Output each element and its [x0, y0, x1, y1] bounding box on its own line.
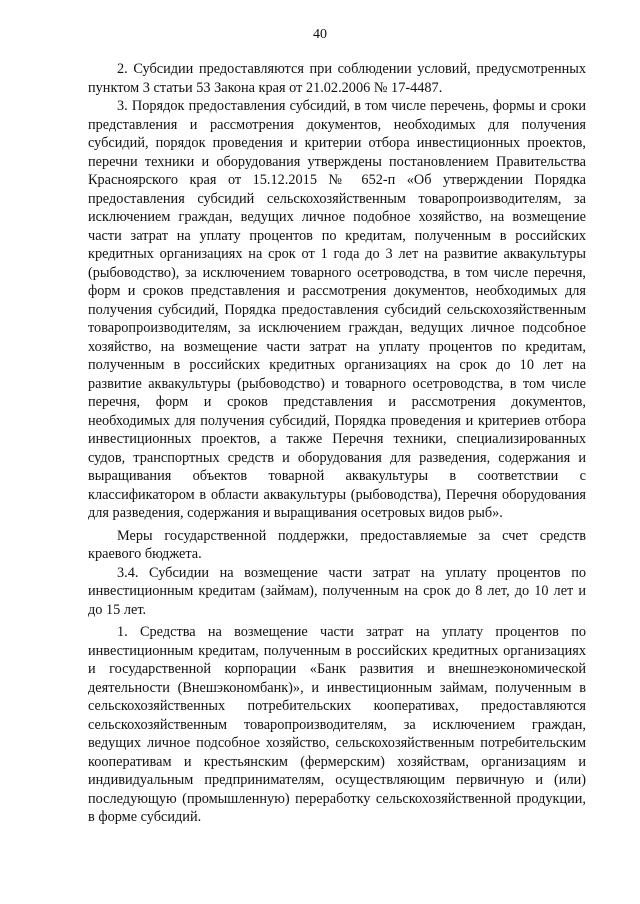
paragraph-state-support-measures: Меры государственной поддержки, предоставляемые за счет средств краевого бюджета.: [88, 527, 586, 562]
paragraph-3-4: 3.4. Субсидии на возмещение части затрат на уплату процентов по инвестиционным кредитам (займам), полученным на срок до 8 лет, до 10 лет и до 15 лет.: [88, 564, 586, 618]
paragraph-1: 1. Средства на возмещение части затрат на уплату процентов по инвестиционным кредитам, полученным в российских кредитных организациях и государственной корпорации «Банк развития и внешнеэкономической деятельности (Внешэкономбанк)», и инвестиционным займам, полученным в сельскохозяйственных потребительских кооперативах, предоставляются сельскохозяйственным товаропроизводителям, за исключением граждан, ведущих личное подсобное хозяйство, сельскохозяйственным потребительским кооперативам и крестьянским (фермерским) хозяйствам, организациям и индивидуальным предпринимателям, осуществляющим первичную и (или) последующую (промышленную) переработку сельскохозяйственной продукции, в форме субсидий.: [88, 624, 586, 825]
paragraph-3: 3. Порядок предоставления субсидий, в том числе перечень, формы и сроки представления и рассмотрения документов, необходимых для получения субсидий, порядок проведения и критерии отбора инвестиционных проектов, перечни техники и оборудования утверждены постановлением Правительства Красноярского края от 15.12.2015 № 652-п «Об утверждении Порядка предоставления субсидий сельскохозяйственным товаропроизводителям, за исключением граждан, ведущих личное подобное хозяйство, на возмещение части затрат на уплату процентов по кредитам, полученным в российских кредитных организациях на срок от 1 года до 3 лет на развитие аквакультуры (рыбоводство), за исключением товарного осетроводства, в том числе перечня, форм и сроков представления и рассмотрения документов, необходимых для получения субсидий, Порядка предоставления субсидий сельскохозяйственным товаропроизводителям, за исключением граждан, ведущих личное подсобное хозяйство, на возмещение части затрат на уплату процентов по кредитам, полученным в российских кредитных организациях на срок до 10 лет на развитие аквакультуры (рыбоводство) и товарного осетроводства, в том числе перечня, форм и сроков представления и рассмотрения документов, необходимых для получения субсидий, Порядка проведения и критериев отбора инвестиционных проектов, а также Перечня техники, специализированных судов, транспортных средств и оборудования для разведения, содержания и выращивания объектов товарной аквакультуры в соответствии с классификатором в области аквакультуры (рыбоводства), Перечня оборудования для разведения, содержания и выращивания осетровых видов рыб».: [88, 98, 586, 521]
paragraph-2: 2. Субсидии предоставляются при соблюдении условий, предусмотренных пунктом 3 статьи 53 Закона края от 21.02.2006 № 17-4487.: [88, 61, 586, 96]
page-number: 40: [313, 27, 327, 42]
document-body: [88, 60, 586, 827]
